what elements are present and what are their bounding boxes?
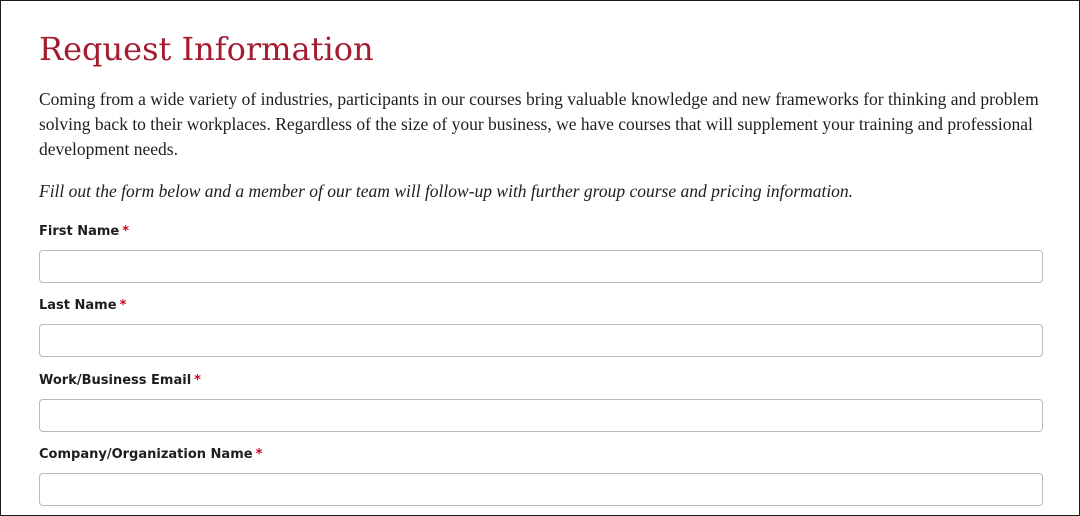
required-asterisk: * <box>122 224 130 239</box>
work-email-label-text: Work/Business Email <box>39 373 192 388</box>
intro-paragraph: Coming from a wide variety of industries, participants in our courses bring valuable knowledge and new frameworks for thinking and problem solving back to their workplaces. Regardless of the size of your business, we have courses that will supplement your training and professional development needs. <box>39 89 1039 159</box>
required-asterisk: * <box>194 373 201 388</box>
work-email-input[interactable] <box>39 399 1043 432</box>
company-name-label-text: Company/Organization Name <box>39 447 253 462</box>
first-name-label-text: First Name <box>39 224 120 239</box>
company-name-label <box>39 446 262 464</box>
required-asterisk: * <box>255 447 263 462</box>
page-title: Request Information <box>39 30 374 68</box>
form-instructions: Fill out the form below and a member of our team will follow-up with further group course and pricing information. <box>39 181 854 201</box>
last-name-label-text: Last Name <box>39 298 117 313</box>
first-name-input[interactable] <box>39 250 1043 283</box>
last-name-input[interactable] <box>39 324 1043 357</box>
company-name-input[interactable] <box>39 473 1043 506</box>
last-name-label <box>39 297 126 315</box>
required-asterisk: * <box>119 298 127 313</box>
first-name-label <box>39 223 129 241</box>
work-email-label <box>39 372 201 390</box>
